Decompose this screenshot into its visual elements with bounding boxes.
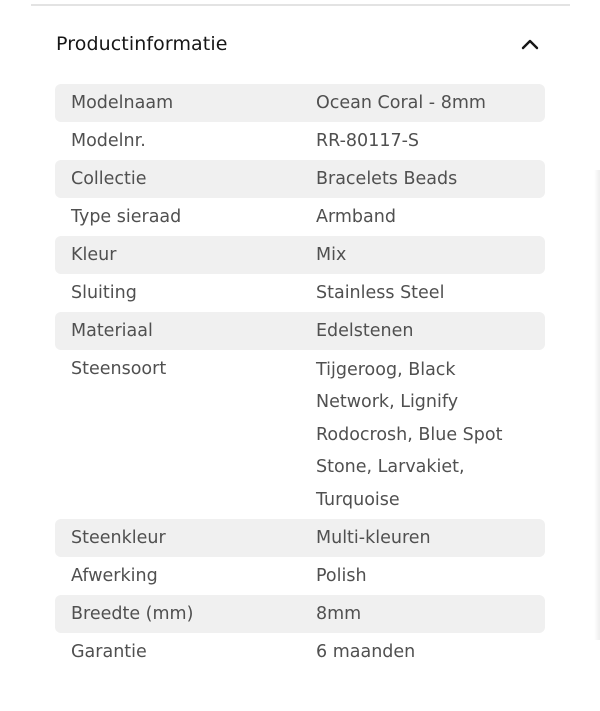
section-title: Productinformatie: [56, 33, 228, 55]
spec-label: Materiaal: [71, 321, 153, 341]
spec-row-steensoort: [55, 350, 545, 519]
spec-value: 6 maanden: [316, 641, 416, 662]
spec-row-garantie: [55, 633, 545, 671]
spec-value: Armband: [316, 207, 396, 227]
spec-row-afwerking: [55, 557, 545, 595]
spec-value: 8mm: [316, 603, 362, 624]
spec-label: Modelnr.: [71, 131, 146, 151]
spec-label: Kleur: [71, 245, 117, 265]
spec-value: Bracelets Beads: [316, 169, 458, 189]
spec-value: Tijgeroog, Black Network, Lignify Rodocrosh, Blue Spot Stone, Larvakiet, Turquoise: [316, 359, 503, 510]
spec-row-sluiting: [55, 274, 545, 312]
collapse-button[interactable]: [516, 30, 544, 58]
spec-label: Garantie: [71, 641, 147, 662]
spec-row-breedte: [55, 595, 545, 633]
spec-value: Polish: [316, 565, 367, 586]
spec-label: Modelnaam: [71, 93, 174, 113]
spec-label: Collectie: [71, 169, 147, 189]
spec-label: Steenkleur: [71, 527, 166, 548]
spec-row-steenkleur: [55, 519, 545, 557]
spec-value: Stainless Steel: [316, 283, 445, 303]
spec-value: Ocean Coral - 8mm: [316, 93, 486, 113]
spec-row-collectie: [55, 160, 545, 198]
spec-value: RR-80117-S: [316, 131, 420, 151]
top-divider: [31, 4, 570, 6]
spec-row-kleur: [55, 236, 545, 274]
spec-table: [55, 84, 545, 671]
spec-row-materiaal: [55, 312, 545, 350]
spec-value: Edelstenen: [316, 321, 414, 341]
spec-label: Sluiting: [71, 283, 137, 303]
section-header[interactable]: [56, 24, 544, 64]
spec-label: Steensoort: [71, 359, 167, 379]
spec-label: Type sieraad: [71, 207, 182, 227]
spec-value: Mix: [316, 245, 347, 265]
spec-row-modelnr: [55, 122, 545, 160]
spec-value: Multi-kleuren: [316, 527, 431, 548]
spec-label: Breedte (mm): [71, 603, 194, 624]
spec-label: Afwerking: [71, 565, 158, 586]
scroll-edge: [594, 170, 600, 640]
chevron-up-icon: [521, 38, 539, 50]
spec-row-type-sieraad: [55, 198, 545, 236]
spec-row-modelnaam: [55, 84, 545, 122]
